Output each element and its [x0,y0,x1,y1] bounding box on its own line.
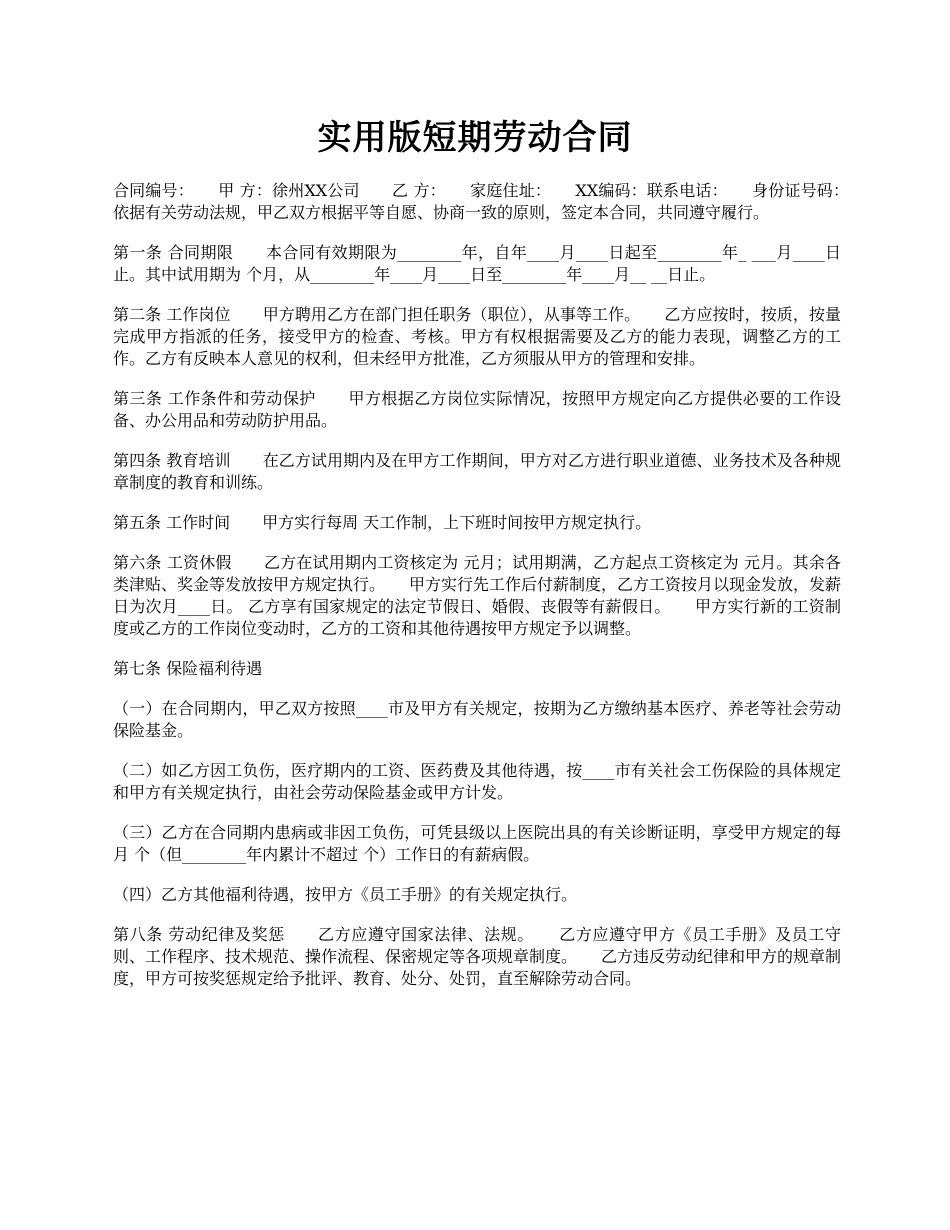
paragraph-article-7-item-2: （二）如乙方因工负伤，医疗期内的工资、医药费及其他待遇，按____市有关社会工伤保险的具体规定和甲方有关规定执行，由社会劳动保险基金或甲方计发。 [113,761,841,802]
paragraph-article-7-item-3: （三）乙方在合同期内患病或非因工负伤，可凭县级以上医院出具的有关诊断证明，享受甲方规定的每月 个（但________年内累计不超过 个）工作日的有薪病假。 [113,823,841,864]
paragraph-header-info: 合同编号： 甲 方：徐州XX公司 乙 方： 家庭住址： XX编码：联系电话： 身份证号码： 依据有关劳动法规，甲乙双方根据平等自愿、协商一致的原则，签定本合同，共同遵守履行。 [113,181,874,222]
paragraph-article-7-item-4: （四）乙方其他福利待遇，按甲方《员工手册》的有关规定执行。 [113,885,578,904]
document-title: 实用版短期劳动合同 [317,118,633,158]
paragraph-article-4-training: 第四条 教育培训 在乙方试用期内及在甲方工作期间，甲方对乙方进行职业道德、业务技术及各种规章制度的教育和训练。 [113,451,841,492]
paragraph-article-7-item-1: （一）在合同期内，甲乙双方按照____市及甲方有关规定，按期为乙方缴纳基本医疗、养老等社会劳动保险基金。 [113,699,841,740]
document-body [113,180,874,1008]
paragraph-article-1-term: 第一条 合同期限 本合同有效期限为________年，自年____月____日起至________年_ ___月____日止。其中试用期为 个月，从________年____月____日至________年____月__ __日止。 [113,243,841,284]
paragraph-article-6-salary: 第六条 工资休假 乙方在试用期内工资核定为 元月；试用期满，乙方起点工资核定为 元月。其余各类津贴、奖金等发放按甲方规定执行。 甲方实行先工作后付薪制度，乙方工资按月以现金发放，发薪日为次月____日。 乙方享有国家规定的法定节假日、婚假、丧假等有薪假日。 甲方实行新的工资制度或乙方的工作岗位变动时，乙方的工资和其他待遇按甲方规定予以调整。 [113,553,842,638]
paragraph-article-5-hours: 第五条 工作时间 甲方实行每周 天工作制，上下班时间按甲方规定执行。 [113,513,652,532]
paragraph-article-2-position: 第二条 工作岗位 甲方聘用乙方在部门担任职务（职位），从事等工作。 乙方应按时，按质，按量完成甲方指派的任务，接受甲方的检查、考核。甲方有权根据需要及乙方的能力表现，调整乙方的工作。乙方有反映本人意见的权利，但未经甲方批准，乙方须服从甲方的管理和安排。 [113,305,841,368]
paragraph-article-7-heading: 第七条 保险福利待遇 [113,659,263,678]
paragraph-article-8-discipline: 第八条 劳动纪律及奖惩 乙方应遵守国家法律、法规。 乙方应遵守甲方《员工手册》及员工守则、工作程序、技术规范、操作流程、保密规定等各项规章制度。 乙方违反劳动纪律和甲方的规章制度，甲方可按奖惩规定给予批评、教育、处分、处罚，直至解除劳动合同。 [113,925,842,988]
paragraph-article-3-conditions: 第三条 工作条件和劳动保护 甲方根据乙方岗位实际情况，按照甲方规定向乙方提供必要的工作设备、办公用品和劳动防护用品。 [113,389,841,430]
